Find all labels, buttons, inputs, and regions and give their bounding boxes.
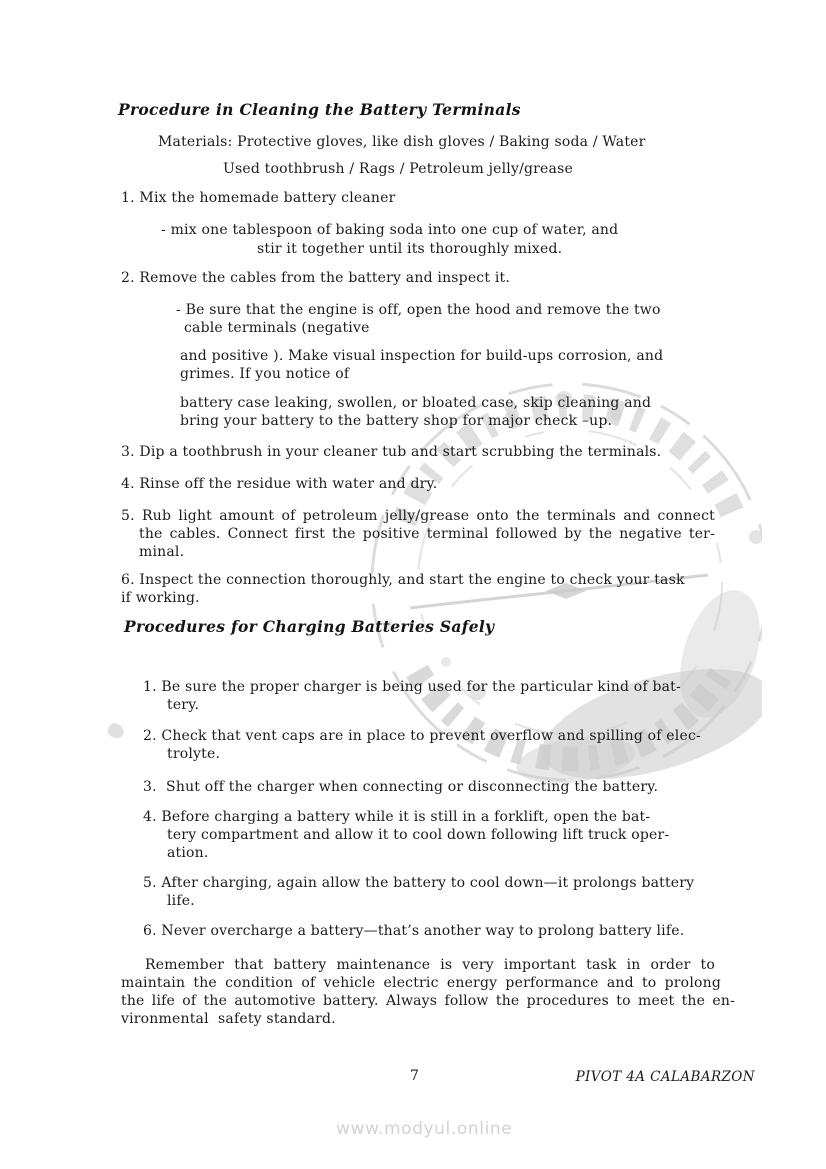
closing-paragraph-line: vironmental safety standard. bbox=[121, 1011, 336, 1027]
step-note-line: - mix one tablespoon of baking soda into one cup of water, and bbox=[161, 222, 619, 238]
footer-page-number: 7 bbox=[410, 1068, 419, 1084]
step-text: 3. Dip a toothbrush in your cleaner tub and start scrubbing the terminals. bbox=[121, 444, 662, 460]
step-line: minal. bbox=[139, 544, 185, 560]
section-heading-cleaning: Procedure in Cleaning the Battery Terminals bbox=[118, 100, 521, 119]
charging-item-line: trolyte. bbox=[167, 746, 221, 762]
charging-item-line: 5. After charging, again allow the battery to cool down—it prolongs battery bbox=[143, 875, 695, 891]
materials-line: Materials: Protective gloves, like dish gloves / Baking soda / Water bbox=[158, 134, 646, 150]
step-note-line: - Be sure that the engine is off, open the hood and remove the two bbox=[176, 302, 661, 318]
step-note-line: bring your battery to the battery shop for major check –up. bbox=[180, 413, 613, 429]
step-line: if working. bbox=[121, 590, 200, 606]
charging-item-line: 6. Never overcharge a battery—that’s another way to prolong battery life. bbox=[143, 923, 685, 939]
charging-item-line: 3. Shut off the charger when connecting or disconnecting the battery. bbox=[143, 779, 659, 795]
charging-item-line: tery compartment and allow it to cool down following lift truck oper- bbox=[167, 827, 670, 843]
charging-item-line: ation. bbox=[167, 845, 209, 861]
charging-item-line: 4. Before charging a battery while it is still in a forklift, open the bat- bbox=[143, 809, 651, 825]
step-line: 6. Inspect the connection thoroughly, and start the engine to check your task bbox=[121, 572, 685, 588]
step-note-line: stir it together until its thoroughly mixed. bbox=[257, 241, 563, 257]
step-line: the cables. Connect first the positive terminal followed by the negative ter- bbox=[139, 526, 715, 542]
step-note-line: cable terminals (negative bbox=[184, 320, 370, 336]
step-line: 5. Rub light amount of petroleum jelly/grease onto the terminals and connect bbox=[121, 508, 715, 524]
charging-item-line: 2. Check that vent caps are in place to prevent overflow and spilling of elec- bbox=[143, 728, 701, 744]
materials-line: Used toothbrush / Rags / Petroleum jelly/grease bbox=[223, 161, 573, 177]
charging-item-line: tery. bbox=[167, 697, 200, 713]
watermark-url: www.modyul.online bbox=[336, 1119, 513, 1139]
step-text: 4. Rinse off the residue with water and dry. bbox=[121, 476, 438, 492]
closing-paragraph-line: maintain the condition of vehicle electric energy performance and to prolong bbox=[121, 975, 721, 991]
step-note-line: grimes. If you notice of bbox=[180, 366, 350, 382]
step-note-line: and positive ). Make visual inspection for build-ups corrosion, and bbox=[180, 348, 664, 364]
closing-paragraph-line: the life of the automotive battery. Always follow the procedures to meet the en- bbox=[121, 993, 735, 1009]
step-note-line: battery case leaking, swollen, or bloated case, skip cleaning and bbox=[180, 395, 652, 411]
section-heading-charging: Procedures for Charging Batteries Safely bbox=[124, 617, 495, 636]
stamp-speck bbox=[106, 721, 126, 740]
charging-item-line: 1. Be sure the proper charger is being used for the particular kind of bat- bbox=[143, 679, 681, 695]
step-text: 2. Remove the cables from the battery and inspect it. bbox=[121, 270, 510, 286]
charging-item-line: life. bbox=[167, 893, 195, 909]
step-text: 1. Mix the homemade battery cleaner bbox=[121, 190, 396, 206]
closing-paragraph-line: Remember that battery maintenance is very important task in order to bbox=[145, 957, 715, 973]
footer-brand: PIVOT 4A CALABARZON bbox=[575, 1069, 755, 1085]
